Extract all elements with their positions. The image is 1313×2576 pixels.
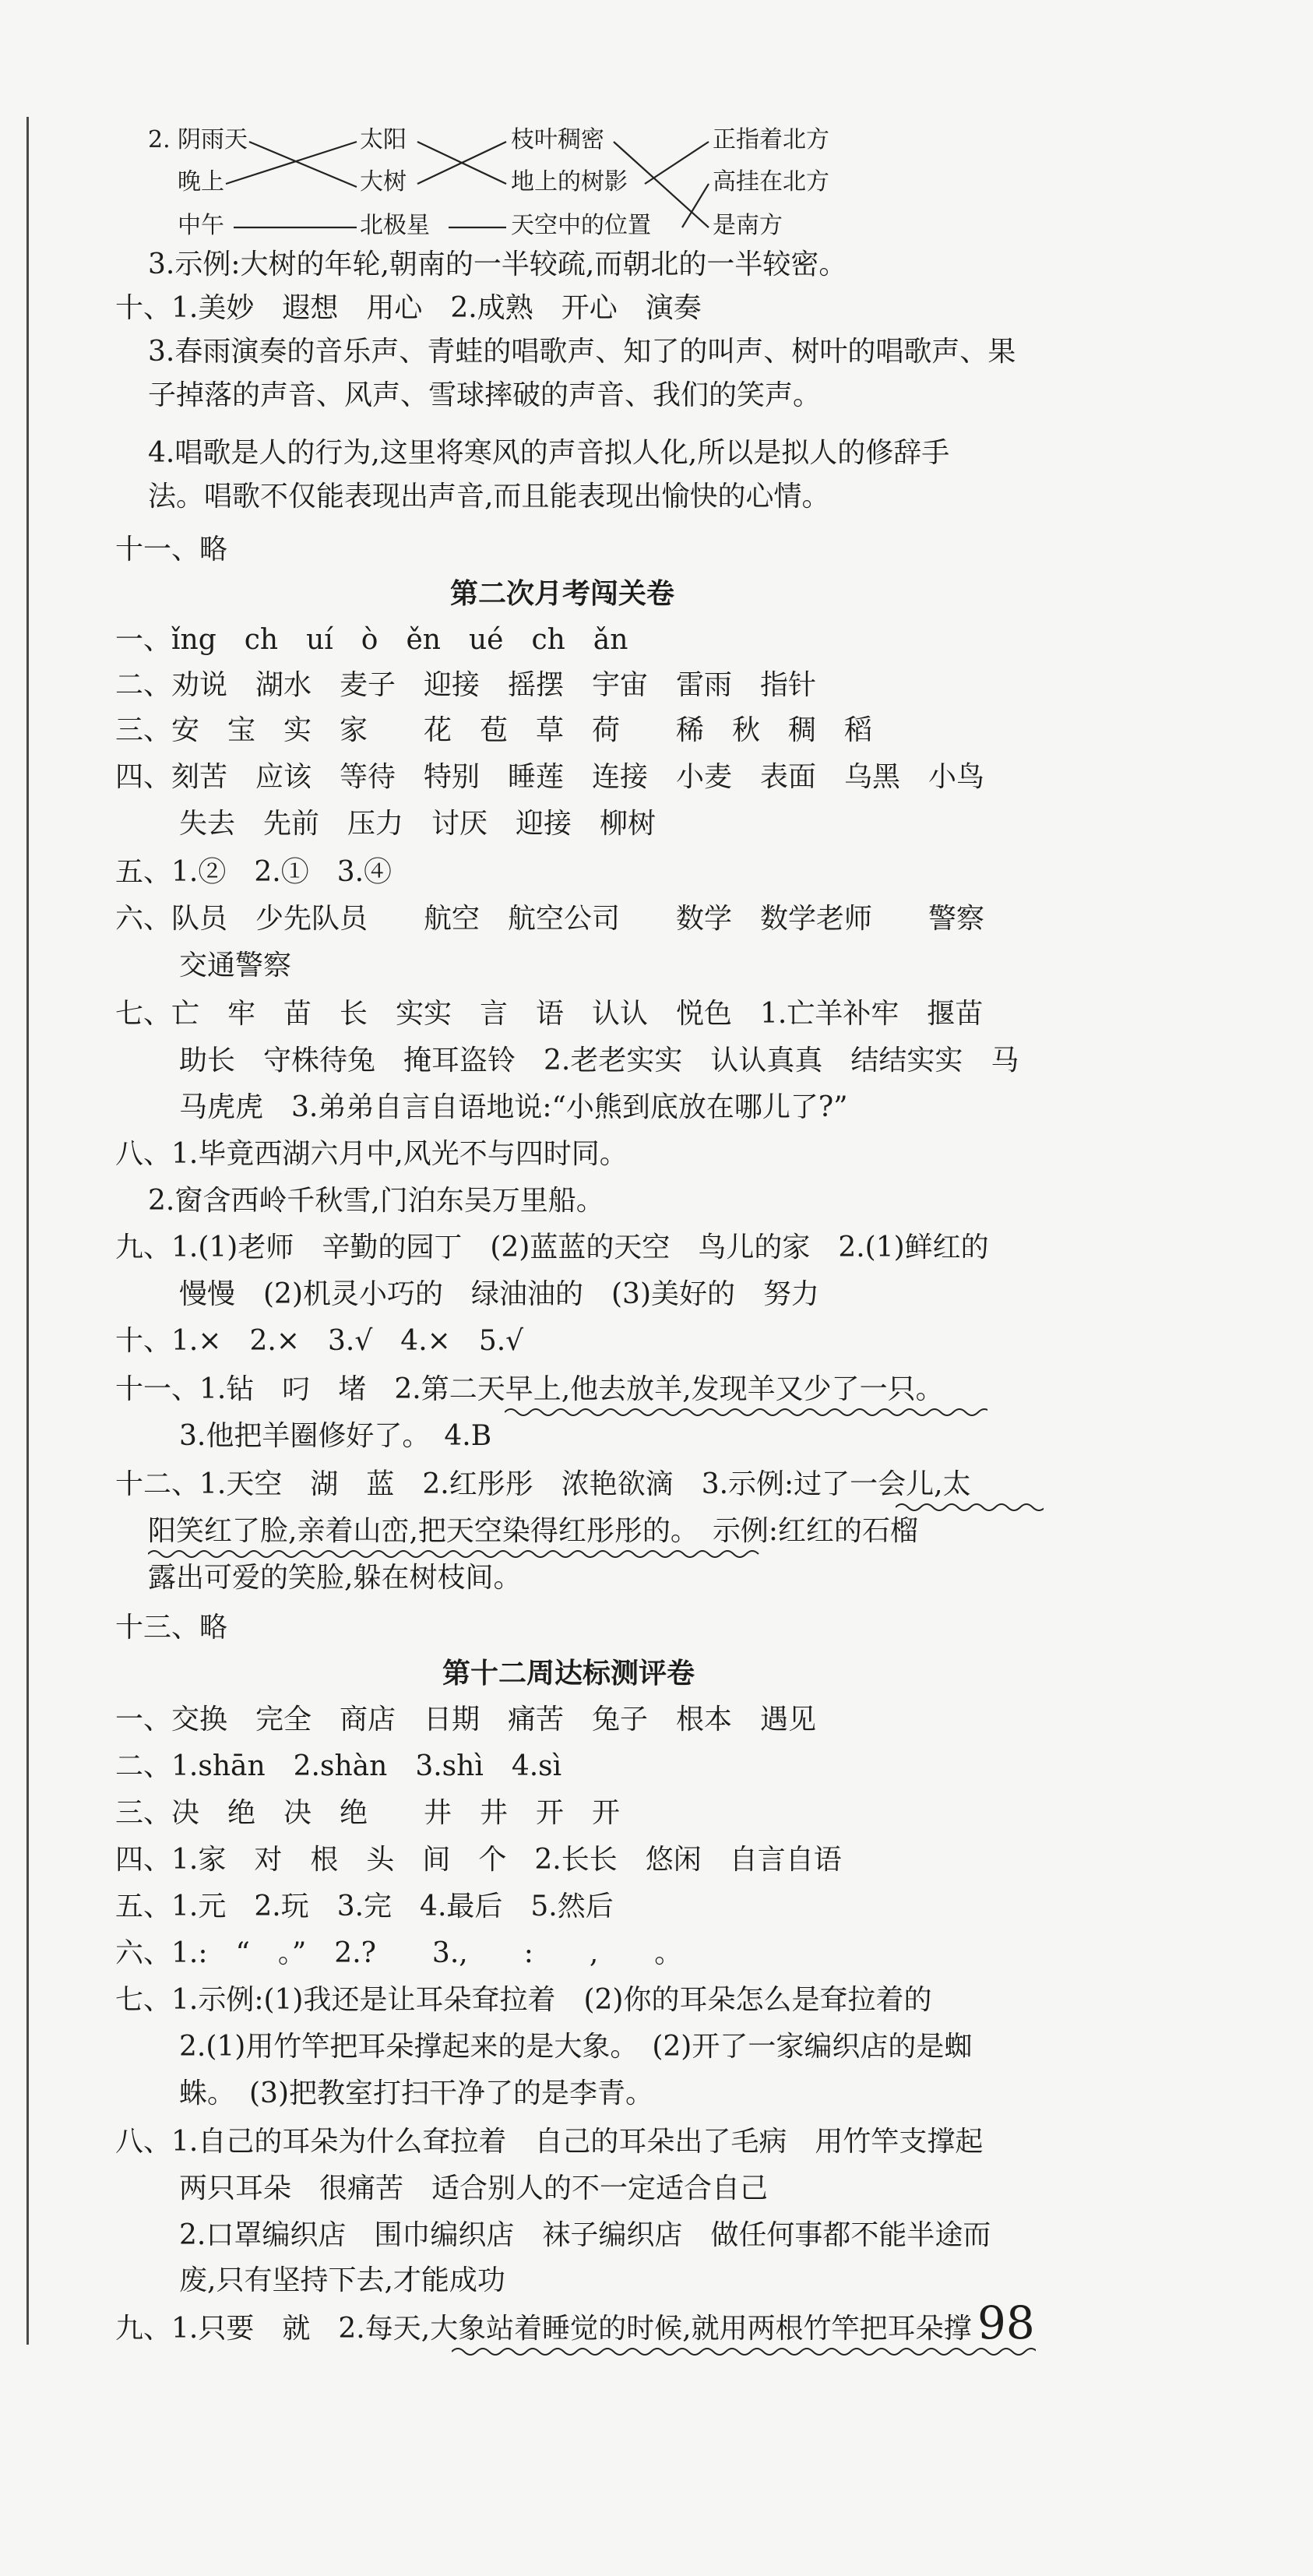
answer-line: 三、决 绝 决 绝 井 井 开 开 [115,1797,621,1829]
section-heading: 第十二周达标测评卷 [442,1657,695,1690]
answer-line: 马虎虎 3.弟弟自言自语地说:“小熊到底放在哪儿了?” [179,1091,848,1123]
matching-item: 天空中的位置 [511,212,651,239]
answer-line: 交通警察 [179,950,292,981]
answer-line: 助长 守株待兔 掩耳盗铃 2.老老实实 认认真真 结结实实 马 [179,1045,1019,1077]
matching-number: 2. [148,126,171,153]
answer-line: 废,只有坚持下去,才能成功 [179,2264,505,2296]
matching-item: 阴雨天 [178,126,248,153]
answer-line: 一、ǐng ch uí ò ěn ué ch ǎn [115,624,628,656]
answer-line: 十一、1.钻 叼 堵 2.第二天早上,他去放羊,发现羊又少了一只。 [115,1373,944,1405]
matching-item: 是南方 [713,212,783,239]
wavy-underline [148,1549,763,1559]
answer-line: 子掉落的声音、风声、雪球摔破的声音、我们的笑声。 [148,379,822,411]
answer-line: 慢慢 (2)机灵小巧的 绿油油的 (3)美好的 努力 [179,1278,819,1310]
answer-line: 露出可爱的笑脸,躲在树枝间。 [148,1562,522,1594]
section-heading: 第二次月考闯关卷 [450,577,675,610]
matching-item: 高挂在北方 [713,168,829,196]
answer-line: 四、刻苦 应该 等待 特别 睡莲 连接 小麦 表面 乌黑 小鸟 [115,761,985,793]
answer-line: 3.示例:大树的年轮,朝南的一半较疏,而朝北的一半较密。 [148,248,847,280]
answer-line: 二、劝说 湖水 麦子 迎接 摇摆 宇宙 雷雨 指针 [115,669,817,701]
wavy-underline [505,1407,987,1418]
matching-item: 中午 [178,212,224,239]
answer-line: 十三、略 [115,1612,228,1644]
wavy-underline [896,1502,1044,1513]
answer-line: 九、1.(1)老师 辛勤的园丁 (2)蓝蓝的天空 鸟儿的家 2.(1)鲜红的 [115,1232,989,1263]
answer-line: 九、1.只要 就 2.每天,大象站着睡觉的时候,就用两根竹竿把耳朵撑 [115,2313,972,2345]
matching-item: 大树 [360,168,407,196]
answer-line: 2.(1)用竹竿把耳朵撑起来的是大象。 (2)开了一家编织店的是蜘 [179,2031,973,2063]
answer-line: 五、1.② 2.① 3.④ [115,856,392,888]
answer-line: 失去 先前 压力 讨厌 迎接 柳树 [179,808,656,840]
answer-line: 蛛。 (3)把教室打扫干净了的是李青。 [179,2077,653,2109]
left-margin-line [26,117,29,2345]
answer-line: 法。唱歌不仅能表现出声音,而且能表现出愉快的心情。 [148,481,830,513]
matching-item: 枝叶稠密 [511,126,604,153]
answer-line: 五、1.元 2.玩 3.完 4.最后 5.然后 [115,1891,614,1922]
matching-item: 太阳 [360,126,407,153]
page-number: 98 [977,2296,1035,2349]
answer-line: 三、安 宝 实 家 花 苞 草 荷 稀 秋 稠 稻 [115,714,873,746]
matching-item: 北极星 [360,212,430,239]
answer-line: 3.他把羊圈修好了。 4.B [179,1420,492,1452]
answer-line: 七、1.示例:(1)我还是让耳朵耷拉着 (2)你的耳朵怎么是耷拉着的 [115,1984,932,2016]
matching-item: 地上的树影 [511,168,628,196]
answer-line: 七、亡 牢 苗 长 实实 言 语 认认 悦色 1.亡羊补牢 揠苗 [115,998,984,1030]
answer-line: 十二、1.天空 湖 蓝 2.红彤彤 浓艳欲滴 3.示例:过了一会儿,太 [115,1468,971,1500]
matching-item: 正指着北方 [713,126,829,153]
answer-line: 十、1.美妙 遐想 用心 2.成熟 开心 演奏 [115,292,702,324]
wavy-underline [452,2346,1036,2357]
answer-line: 二、1.shān 2.shàn 3.shì 4.sì [115,1750,562,1782]
answer-line: 八、1.自己的耳朵为什么耷拉着 自己的耳朵出了毛病 用竹竿支撑起 [115,2126,984,2158]
answer-line: 八、1.毕竟西湖六月中,风光不与四时同。 [115,1138,628,1170]
answer-line: 六、队员 少先队员 航空 航空公司 数学 数学老师 警察 [115,903,985,935]
answer-line: 一、交换 完全 商店 日期 痛苦 兔子 根本 遇见 [115,1704,817,1736]
answer-line: 2.口罩编织店 围巾编织店 袜子编织店 做任何事都不能半途而 [179,2219,991,2251]
answer-line: 阳笑红了脸,亲着山峦,把天空染得红彤彤的。 示例:红红的石榴 [148,1515,919,1547]
answer-line: 两只耳朵 很痛苦 适合别人的不一定适合自己 [179,2173,769,2204]
answer-line: 2.窗含西岭千秋雪,门泊东吴万里船。 [148,1185,604,1217]
matching-connector-lines [0,0,1313,265]
answer-line: 十一、略 [115,534,228,566]
answer-line: 四、1.家 对 根 头 间 个 2.长长 悠闲 自言自语 [115,1844,842,1876]
answer-line: 六、1.: “ 。” 2.? 3., : , 。 [115,1937,683,1969]
answer-line: 十、1.× 2.× 3.√ 4.× 5.√ [115,1325,524,1357]
matching-item: 晚上 [178,168,224,196]
answer-line: 4.唱歌是人的行为,这里将寒风的声音拟人化,所以是拟人的修辞手 [148,437,950,469]
answer-line: 3.春雨演奏的音乐声、青蛙的唱歌声、知了的叫声、树叶的唱歌声、果 [148,336,1016,368]
